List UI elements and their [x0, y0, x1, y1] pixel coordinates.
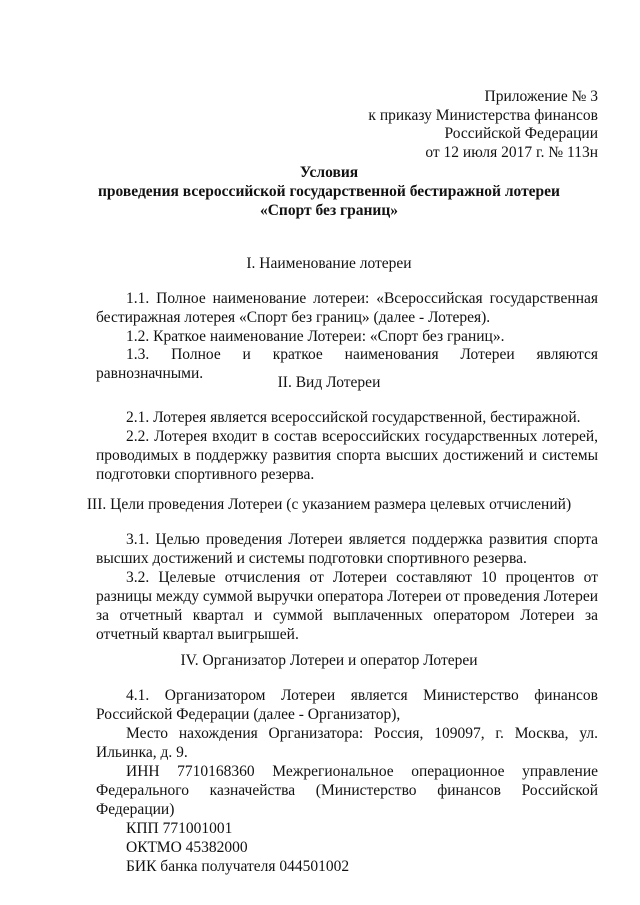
- organizer-bik: БИК банка получателя 044501002: [126, 858, 350, 875]
- title-line-2: проведения всероссийской государственной бестиражной лотереи: [98, 183, 560, 200]
- ministry-line: Российской Федерации: [444, 125, 598, 142]
- document-title: [60, 163, 598, 220]
- paragraph-1-3: 1.3. Полное и краткое наименования Лотереи являются равнозначными.: [96, 346, 598, 382]
- paragraph-2-1: 2.1. Лотерея является всероссийской государственной, бестиражной.: [126, 409, 581, 426]
- order-reference: к приказу Министерства финансов: [368, 106, 598, 124]
- paragraph-3-1: 3.1. Целью проведения Лотереи является поддержка развития спорта высших достижений и системы подготовки спортивного резерва.: [96, 531, 598, 567]
- section-heading-4: IV. Организатор Лотереи и оператор Лотереи: [180, 652, 478, 669]
- paragraph-4-1: 4.1. Организатором Лотереи является Министерство финансов Российской Федерации (далее - Организатор),: [96, 687, 598, 723]
- section-heading-1: I. Наименование лотереи: [246, 255, 412, 272]
- appendix-header: [368, 88, 598, 162]
- organizer-oktmo: ОКТМО 45382000: [126, 839, 248, 856]
- title-line-3: «Спорт без границ»: [259, 202, 398, 219]
- organizer-inn: ИНН 7710168360 Межрегиональное операционное управление Федерального казначейства (Министерство финансов Российской Федерации): [96, 763, 598, 818]
- paragraph-2-2: 2.2. Лотерея входит в состав всероссийских государственных лотерей, проводимых в поддержку развития спорта высших достижений и системы подготовки спортивного резерва.: [96, 428, 598, 483]
- paragraph-1-1: 1.1. Полное наименование лотереи: «Всероссийская государственная бестиражная лотерея «Спорт без границ» (далее - Лотерея).: [96, 290, 598, 326]
- paragraph-1-2: 1.2. Краткое наименование Лотереи: «Спорт без границ».: [126, 328, 505, 345]
- order-date: от 12 июля 2017 г. № 113н: [425, 143, 598, 161]
- title-line-1: Условия: [299, 164, 359, 181]
- appendix-number: Приложение № 3: [484, 88, 598, 105]
- paragraph-3-2: 3.2. Целевые отчисления от Лотереи составляют 10 процентов от разницы между суммой выручки оператора Лотереи от проведения Лотереи за отчетный квартал и суммой выплаченных оператором Лотереи за отчетный квартал выигрышей.: [96, 569, 598, 643]
- section-heading-3: III. Цели проведения Лотереи (с указанием размера целевых отчислений): [86, 496, 572, 513]
- organizer-location: Место нахождения Организатора: Россия, 109097, г. Москва, ул. Ильинка, д. 9.: [96, 725, 598, 761]
- organizer-kpp: КПП 771001001: [126, 820, 233, 837]
- section-heading-2: II. Вид Лотереи: [277, 374, 381, 391]
